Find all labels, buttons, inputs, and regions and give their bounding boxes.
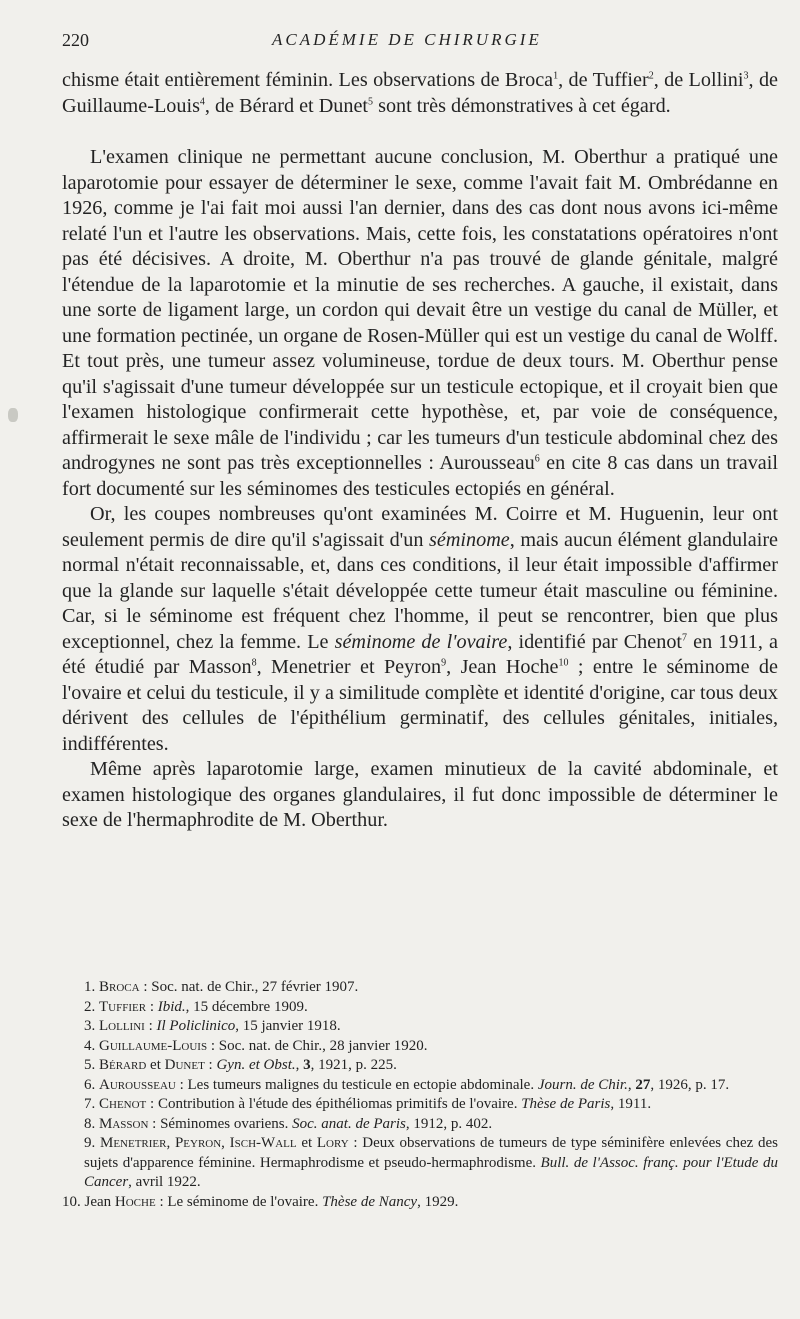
footnote-ref: 7 bbox=[682, 631, 688, 643]
footnote-text: : bbox=[146, 998, 158, 1015]
paragraph-4: Même après laparotomie large, examen minutieux de la cavité abdominale, et examen histologique des organes glandulaires, il fut donc impossible de déterminer le sexe de l'hermaphrodite de M. Oberthur. bbox=[62, 758, 778, 831]
text-run: chisme était entièrement féminin. Les observations de Broca bbox=[62, 69, 554, 91]
footnote-number: 2. bbox=[84, 998, 96, 1015]
footnote-number: 7. bbox=[84, 1096, 96, 1112]
footnote-8 bbox=[62, 1115, 778, 1135]
text-run: ; entre le séminome de l'ovaire et celui du testicule, il y a similitude complète et identité d'origine, car tous deux dérivent des cellules de l'épithélium germinatif, des cellules génitales, initiales, indifférentes. bbox=[62, 656, 778, 755]
footnote-author: Guillaume-Louis bbox=[99, 1037, 208, 1054]
footnote-text: , 1929. bbox=[417, 1193, 459, 1210]
footnote-number: 6. bbox=[84, 1076, 96, 1093]
footnote-4 bbox=[62, 1037, 778, 1057]
footnote-author: Hoche bbox=[114, 1193, 156, 1210]
footnote-journal: Gyn. et Obst. bbox=[216, 1057, 296, 1073]
footnote-text: : Séminomes ovariens. bbox=[148, 1115, 293, 1132]
text-run: , identifié par Chenot bbox=[507, 630, 683, 653]
footnote-journal: Ibid. bbox=[157, 998, 186, 1015]
footnote-ref: 6 bbox=[534, 453, 540, 465]
text-run: , Menetrier et Peyron bbox=[256, 656, 442, 678]
footnote-number: 4. bbox=[84, 1037, 96, 1054]
footnote-10 bbox=[62, 1193, 778, 1213]
footnote-journal: Thèse de Nancy bbox=[322, 1193, 418, 1210]
text-run: en 1911, a été étudié par Masson bbox=[62, 630, 779, 678]
text-run: , de Bérard et Dunet bbox=[204, 94, 369, 117]
footnote-text: : Soc. nat. de Chir., 27 février 1907. bbox=[139, 979, 359, 995]
text-run: Or, les coupes nombreuses qu'ont examinées M. Coirre et M. Huguenin, leur ont seulement permis de dire qu'il s'agissait d'un bbox=[62, 503, 778, 551]
footnote-text: , 1926, p. 17. bbox=[650, 1076, 730, 1093]
italic-term: séminome de l'ovaire bbox=[334, 630, 508, 653]
footnote-3 bbox=[62, 1017, 778, 1037]
footnote-text: : Les tumeurs malignes du testicule en ectopie abdominale. bbox=[175, 1076, 538, 1093]
footnote-author: Menetrier, Peyron, Isch-Wall bbox=[99, 1135, 297, 1151]
footnote-1 bbox=[62, 978, 778, 998]
footnote-5 bbox=[62, 1056, 778, 1076]
footnote-6 bbox=[62, 1076, 778, 1096]
footnote-text: : Soc. nat. de Chir., 28 janvier 1920. bbox=[207, 1037, 428, 1054]
footnote-number: 5. bbox=[84, 1057, 96, 1073]
footnote-ref: 8 bbox=[251, 657, 257, 669]
footnote-number: 9. bbox=[84, 1135, 96, 1151]
margin-mark bbox=[8, 408, 18, 422]
text-run: , Jean Hoche bbox=[446, 656, 559, 678]
footnote-text: : Deux observations de tumeurs de type séminifère enlevées chez des sujets d'apparence féminine. Hermaphrodisme et pseudo-hermaphrodisme. bbox=[84, 1135, 778, 1171]
footnote-author: Lollini bbox=[99, 1018, 145, 1034]
footnote-9 bbox=[62, 1134, 778, 1193]
footnote-ref: 10 bbox=[558, 657, 569, 669]
footnote-author: Broca bbox=[99, 979, 140, 995]
footnote-ref: 4 bbox=[199, 95, 205, 107]
footnote-7 bbox=[62, 1095, 778, 1115]
footnote-text: , 1921, p. 225. bbox=[310, 1057, 397, 1073]
text-run: L'examen clinique ne permettant aucune conclusion, M. Oberthur a pratiqué une laparotomie pour essayer de déterminer le sexe, comme l'avait fait M. Ombrédanne en 1926, comme je l'ai fait moi aussi l'an dernier, dans des cas dont nous avons ici-même relaté l'un et l'autre les observations. Mais, cette fois, les constatations opératoires n'ont pas été décisives. A droite, M. Oberthur n'a pas trouvé de glande génitale, malgré l'étendue de la laparotomie et la minutie de ses recherches. A gauche, il existait, dans une sorte de ligament large, un cordon qui devait être un vestige du canal de Müller, et une formation pectinée, un organe de Rosen-Müller qui est un vestige du canal de Wolff. Et tout près, une tumeur assez volumineuse, tordue de deux tours. M. Oberthur pense qu'il s'agissait d'une tumeur développée sur un testicule ectopique, et il croyait bien que l'examen histologique confirmerait cette hypothèse, et, par voie de conséquence, affirmerait le sexe mâle de l'individu ; car les tumeurs d'un testicule abdominal chez des androgynes ne sont pas très exceptionnelles : Aurousseau bbox=[62, 146, 778, 474]
paragraph-3 bbox=[62, 502, 778, 757]
footnote-ref: 2 bbox=[648, 70, 654, 82]
footnote-text: et bbox=[296, 1135, 317, 1151]
footnote-text: , 15 décembre 1909. bbox=[185, 998, 308, 1015]
footnote-number: 1. bbox=[84, 979, 96, 995]
footnote-ref: 5 bbox=[368, 95, 374, 107]
footnote-author: Bérard bbox=[99, 1057, 147, 1073]
footnote-text: , bbox=[627, 1076, 636, 1093]
footnote-author: Tuffier bbox=[99, 998, 147, 1015]
footnote-text: , 15 janvier 1918. bbox=[235, 1018, 341, 1034]
footnote-author: Masson bbox=[99, 1115, 149, 1132]
footnote-ref: 1 bbox=[553, 70, 559, 82]
footnote-author: Chenot bbox=[99, 1096, 147, 1112]
footnotes bbox=[62, 978, 778, 1212]
footnote-author: Dunet bbox=[164, 1057, 205, 1073]
footnote-text: , bbox=[295, 1057, 304, 1073]
footnote-text: Jean bbox=[84, 1193, 115, 1210]
footnote-number: 10. bbox=[62, 1193, 81, 1210]
footnote-ref: 3 bbox=[743, 70, 749, 82]
text-run: sont très démonstratives à cet égard. bbox=[373, 94, 671, 117]
text-run: , de Tuffier bbox=[558, 69, 649, 91]
text-run: , de Lollini bbox=[653, 69, 744, 91]
footnote-journal: Soc. anat. de Paris bbox=[292, 1115, 406, 1132]
footnote-text: et bbox=[146, 1057, 165, 1073]
page-header bbox=[62, 30, 760, 54]
paragraph-1 bbox=[62, 68, 778, 119]
footnote-journal: Journ. de Chir. bbox=[537, 1076, 628, 1093]
footnote-journal: Thèse de Paris bbox=[521, 1096, 611, 1112]
footnote-journal: Bull. de l'Assoc. franç. pour l'Etude du Cancer bbox=[84, 1154, 778, 1190]
footnote-text: : bbox=[204, 1057, 217, 1073]
footnote-text: : Contribution à l'étude des épithéliomas primitifs de l'ovaire. bbox=[146, 1096, 522, 1112]
body-text bbox=[62, 68, 778, 834]
footnote-text: : bbox=[144, 1018, 157, 1034]
footnote-author: Aurousseau bbox=[99, 1076, 176, 1093]
italic-term: séminome bbox=[429, 528, 510, 551]
text-run: en cite 8 cas dans un travail fort documenté sur les séminomes des testicules ectopiés en général. bbox=[62, 452, 778, 500]
footnote-text: : Le séminome de l'ovaire. bbox=[155, 1193, 323, 1210]
footnote-author: Lory bbox=[316, 1135, 349, 1151]
footnote-text: , 1911. bbox=[610, 1096, 652, 1112]
footnote-number: 8. bbox=[84, 1115, 96, 1132]
paragraph-2 bbox=[62, 145, 778, 502]
footnote-number: 3. bbox=[84, 1018, 96, 1034]
text-run: , mais aucun élément glandulaire normal n'était reconnaissable, et, dans ces conditions, il leur était impossible d'affirmer que la glande sur laquelle s'était développée cette tumeur était masculine ou féminine. Car, si le séminome est fréquent chez l'homme, il peut se rencontrer, bien que plus exceptionnel, chez la femme. Le bbox=[62, 528, 779, 653]
footnote-journal: Il Policlinico bbox=[156, 1018, 236, 1034]
footnote-volume: 27 bbox=[635, 1076, 651, 1093]
page-number: 220 bbox=[62, 30, 89, 50]
footnote-2 bbox=[62, 998, 778, 1018]
running-title: ACADÉMIE DE CHIRURGIE bbox=[272, 30, 542, 49]
footnote-ref: 9 bbox=[441, 657, 447, 669]
footnote-text: , avril 1922. bbox=[128, 1174, 201, 1190]
footnote-text: , 1912, p. 402. bbox=[405, 1115, 493, 1132]
footnote-volume: 3 bbox=[303, 1057, 311, 1073]
text-run: , de Guillaume-Louis bbox=[62, 69, 778, 117]
